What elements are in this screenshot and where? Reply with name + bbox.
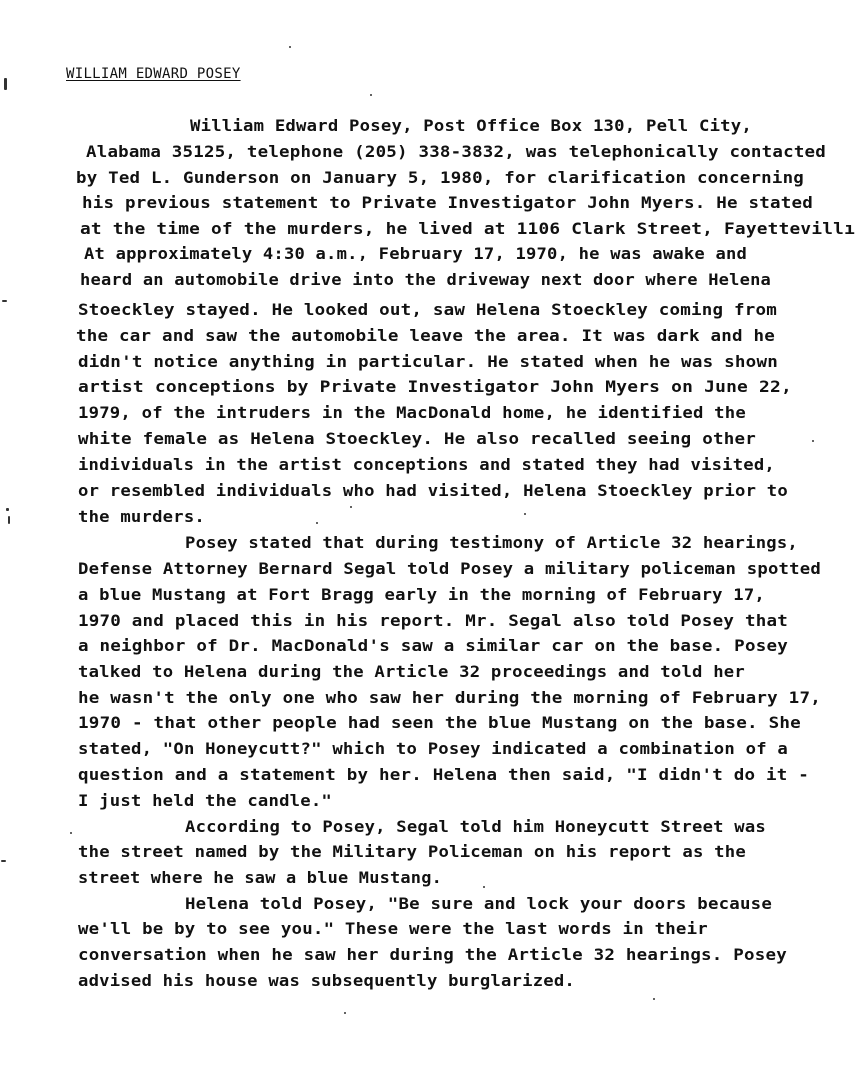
scan-speck — [370, 94, 372, 96]
text-line: 1979, of the intruders in the MacDonald home, he identified the — [78, 403, 746, 422]
text-line: Alabama 35125, telephone (205) 338-3832, was telephonically contacted — [86, 142, 827, 161]
scan-speck — [70, 832, 72, 834]
text-line: Helena told Posey, "Be sure and lock your doors because — [185, 894, 772, 913]
margin-mark — [2, 300, 7, 302]
margin-mark — [1, 860, 6, 862]
text-line: stated, "On Honeycutt?" which to Posey indicated a combination of a — [78, 739, 789, 758]
text-line: at the time of the murders, he lived at 1106 Clark Street, Fayettevillı — [80, 219, 856, 238]
document-heading: WILLIAM EDWARD POSEY — [66, 66, 241, 82]
text-line: a neighbor of Dr. MacDonald's saw a similar car on the base. Posey — [78, 636, 788, 655]
text-line: white female as Helena Stoeckley. He also recalled seeing other — [78, 429, 757, 448]
scan-speck — [316, 522, 318, 524]
scan-speck — [653, 998, 655, 1000]
scan-speck — [350, 506, 352, 508]
text-line: At approximately 4:30 a.m., February 17, 1970, he was awake and — [84, 244, 748, 263]
text-line: advised his house was subsequently burglarized. — [78, 971, 576, 990]
text-line: According to Posey, Segal told him Honeycutt Street was — [185, 817, 766, 836]
text-line: didn't notice anything in particular. He stated when he was shown — [78, 352, 778, 371]
text-line: or resembled individuals who had visited, Helena Stoeckley prior to — [78, 481, 789, 500]
scan-speck — [524, 513, 526, 515]
text-line: Stoeckley stayed. He looked out, saw Helena Stoeckley coming from — [78, 300, 778, 319]
text-line: we'll be by to see you." These were the last words in their — [78, 919, 708, 938]
scan-speck — [483, 886, 485, 888]
text-line: conversation when he saw her during the Article 32 hearings. Posey — [78, 945, 787, 964]
text-line: 1970 - that other people had seen the blue Mustang on the base. She — [78, 713, 801, 732]
text-line: the car and saw the automobile leave the area. It was dark and he — [76, 326, 776, 345]
text-line: heard an automobile drive into the driveway next door where Helena — [80, 270, 772, 289]
text-line: the street named by the Military Policeman on his report as the — [78, 842, 746, 861]
text-line: his previous statement to Private Investigator John Myers. He stated — [82, 193, 814, 212]
text-line: the murders. — [78, 507, 206, 526]
text-line: he wasn't the only one who saw her during the morning of February 17, — [78, 688, 821, 707]
text-line: individuals in the artist conceptions and stated they had visited, — [78, 455, 775, 474]
text-line: artist conceptions by Private Investigator John Myers on June 22, — [78, 377, 792, 396]
text-line: Posey stated that during testimony of Article 32 hearings, — [185, 533, 798, 552]
text-line: 1970 and placed this in his report. Mr. Segal also told Posey that — [78, 611, 788, 630]
margin-mark — [8, 516, 10, 524]
scan-speck — [812, 440, 814, 442]
text-line: William Edward Posey, Post Office Box 130, Pell City, — [190, 116, 752, 135]
text-line: question and a statement by her. Helena then said, "I didn't do it - — [78, 765, 810, 784]
margin-mark — [6, 508, 9, 511]
text-line: talked to Helena during the Article 32 proceedings and told her — [78, 662, 745, 681]
text-line: Defense Attorney Bernard Segal told Posey a military policeman spotted — [78, 559, 822, 578]
scan-speck — [344, 1012, 346, 1014]
text-line: I just held the candle." — [78, 791, 333, 810]
text-line: by Ted L. Gunderson on January 5, 1980, for clarification concerning — [76, 168, 805, 187]
scan-speck — [289, 46, 291, 48]
margin-mark — [4, 78, 7, 90]
text-line: street where he saw a blue Mustang. — [78, 868, 443, 887]
text-line: a blue Mustang at Fort Bragg early in the morning of February 17, — [78, 585, 766, 604]
